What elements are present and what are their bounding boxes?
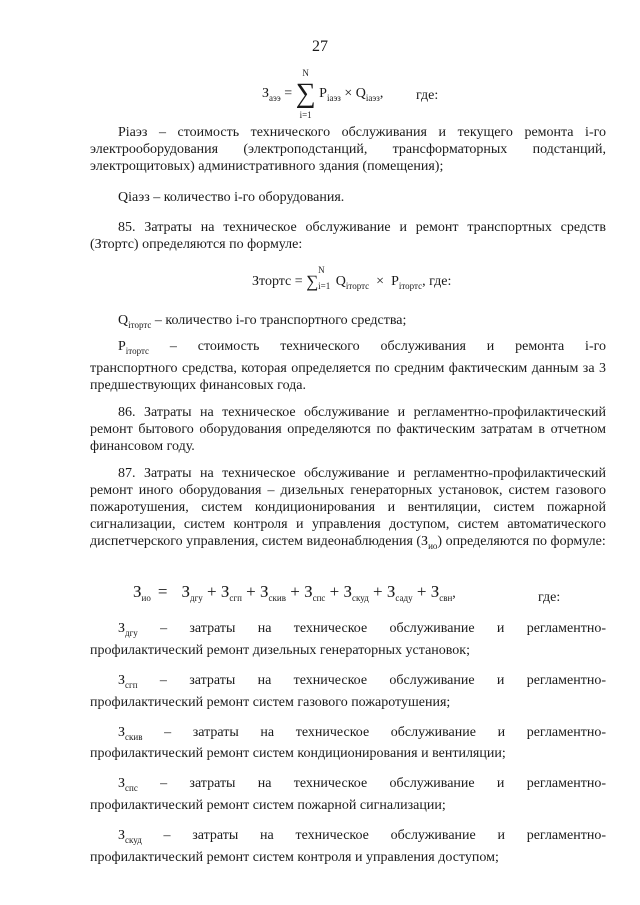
- plus-sign: +: [241, 582, 260, 601]
- plus-sign: +: [202, 582, 221, 601]
- formula-io-where: где:: [538, 590, 561, 605]
- definition-item: $З_{скуд}$ – затраты на техническое обслуживание и регламентно- профилактический ремонт систем контроля и управления доступом;: [90, 828, 606, 865]
- formula-term: $З_{скуд}$: [343, 582, 369, 603]
- paragraph-85: 85. Затраты на техническое обслуживание и ремонт транспортных средств (Зтортс) определяются по формуле:: [90, 220, 606, 252]
- definition-item: $З_{спс}$ – затраты на техническое обслуживание и регламентно- профилактический ремонт систем пожарной сигнализации;: [90, 776, 606, 814]
- sum-symbol: N ∑ i=1: [295, 68, 316, 120]
- plus-sign: +: [368, 582, 387, 601]
- definition-p-tortc: $P_{iтортс}$ – стоимость технического обслуживания и ремонта i-го транспортного средства, которая определяется по средним фактическим данным за 3 предшествующих финансовых года.: [90, 339, 607, 393]
- sum-symbol: ∑ N i=1: [306, 265, 331, 291]
- definition-item: $З_{скив}$ – затраты на техническое обслуживание и регламентно- профилактический ремонт систем кондиционирования и вентиляции;: [90, 724, 606, 762]
- formula-term: $З_{дгу}$: [181, 582, 203, 603]
- paragraph-86: 86. Затраты на техническое обслуживание и регламентно-профилактический ремонт бытового оборудования определяются по фактическим затратам в отчетном финансовом году.: [90, 405, 606, 454]
- formula-aez-lhs: $З_{аээ}$: [262, 86, 281, 104]
- definition-p-aez: Piаэз – стоимость технического обслуживания и текущего ремонта i-го электрооборудования (электроподстанций, трансформаторных подстанций, электрощитовых) административного здания (помещения);: [90, 125, 606, 174]
- formula-term: $З_{свн}$: [430, 582, 453, 603]
- formula-aez-where: где:: [416, 88, 439, 103]
- formula-tortc: Зтортс = ∑ N i=1 $Q_{iтортс} \times P_{iтортс}$, где:: [252, 265, 452, 292]
- definition-item: $З_{сгп}$ – затраты на техническое обслуживание и регламентно- профилактический ремонт систем газового пожаротушения;: [90, 672, 606, 710]
- plus-sign: +: [325, 582, 344, 601]
- definition-item: $З_{дгу}$ – затраты на техническое обслуживание и регламентно- профилактический ремонт дизельных генераторных установок;: [90, 621, 606, 658]
- definition-q-aez: Qiаэз – количество i-го оборудования.: [118, 190, 345, 205]
- formula-term: $З_{спс}$: [304, 582, 326, 603]
- plus-sign: +: [285, 582, 305, 601]
- formula-aez: $З_{аээ}$ = N ∑ i=1 $P_{iаэз} \times Q_{iаэз}$,: [262, 68, 384, 120]
- formula-io: $З_{ио}$ = $З_{дгу} + З_{сгп} + З_{скив} + З_{спс} + З_{скуд} + З_{саду} + З_{свн}$,: [133, 582, 456, 603]
- page-number: 27: [312, 38, 328, 55]
- paragraph-87: 87. Затраты на техническое обслуживание и регламентно-профилактический ремонт иного оборудования – дизельных генераторных установок, систем газового пожаротушения, систем кондиционирования и вентиляции, систем пожарной сигнализации, систем контроля и управления доступом, систем автоматического диспетчерского управления, систем видеонаблюдения $(З_{ио})$ определяются по формуле:: [90, 466, 606, 551]
- formula-io-terms: [181, 582, 453, 603]
- formula-term: $З_{сгп}$: [220, 582, 242, 603]
- definition-q-tortc: $Q_{iтортс}$ – количество i-го транспортного средства;: [118, 313, 407, 330]
- formula-term: $З_{саду}$: [386, 582, 413, 603]
- plus-sign: +: [412, 582, 431, 601]
- formula-term: $З_{скив}$: [260, 582, 286, 603]
- definitions-list: [90, 620, 606, 879]
